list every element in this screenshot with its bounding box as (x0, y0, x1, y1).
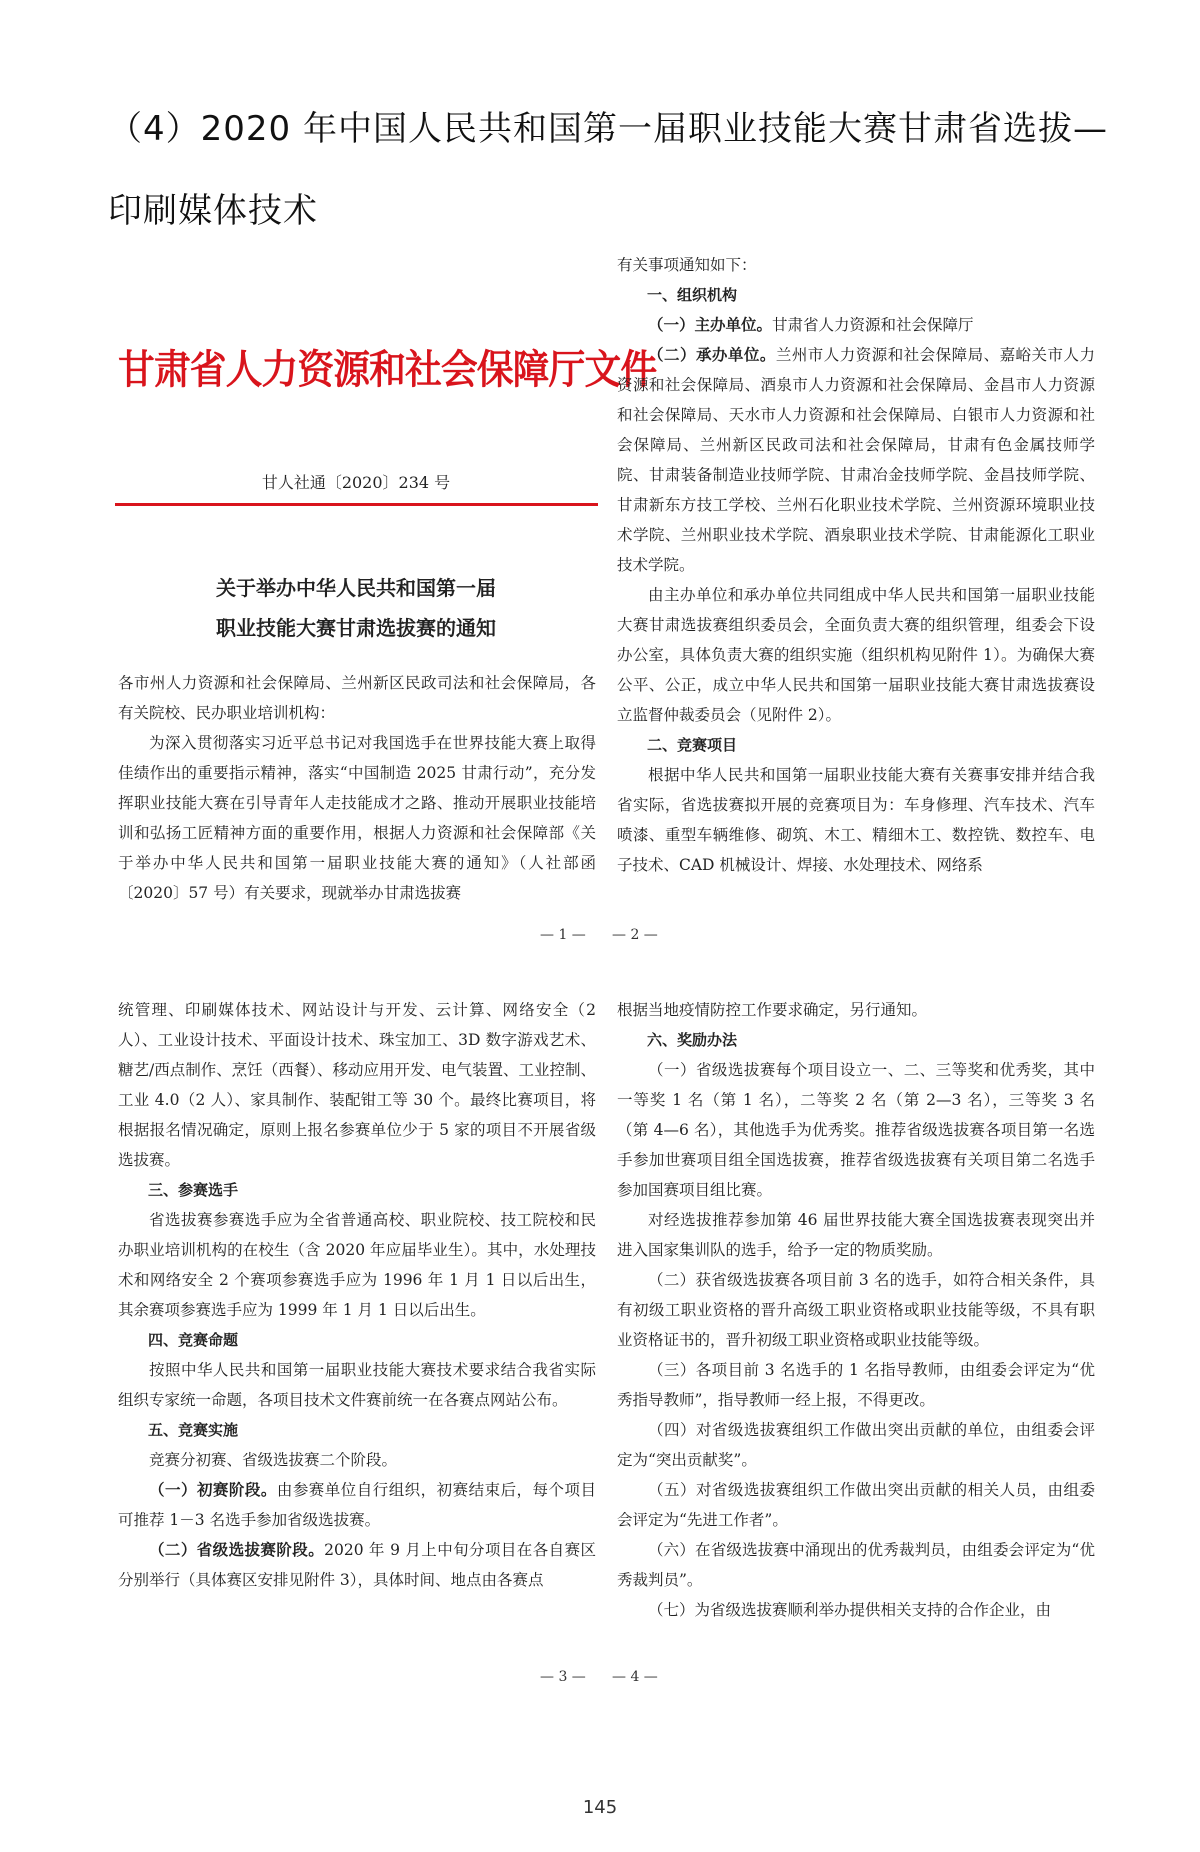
page-number-4: — 4 — (612, 1669, 658, 1685)
continued-text: 根据当地疫情防控工作要求确定，另行通知。 (617, 1001, 928, 1019)
reward-3: （三）各项目前 3 名选手的 1 名指导教师，由组委会评定为“优秀指导教师”，指导教师一经上报，不得更改。 (617, 1361, 1095, 1409)
intro: 有关事项通知如下： (617, 256, 757, 274)
notice-title-line2: 职业技能大赛甘肃选拔赛的通知 (216, 616, 496, 640)
events-paragraph: 根据中华人民共和国第一届职业技能大赛有关赛事安排并结合我省实际，省选拔赛拟开展的竞赛项目为：车身修理、汽车技术、汽车喷漆、重型车辆维修、砌筑、木工、精细木工、数控铣、数控车、电子技术、CAD 机械设计、焊接、水处理技术、网络系 (617, 766, 1095, 874)
notice-title (118, 568, 594, 648)
section-heading-1: 一、组织机构 (647, 286, 738, 304)
page-number-1: — 1 — (540, 927, 586, 943)
reward-2: （二）获省级选拔赛各项目前 3 名的选手，如符合相关条件，具有初级工职业资格的晋升高级工职业资格或职业技能等级，不具有职业资格证书的，晋升初级工职业资格或职业技能等级。 (617, 1271, 1095, 1349)
reward-6: （六）在省级选拔赛中涌现出的优秀裁判员，由组委会评定为“优秀裁判员”。 (617, 1541, 1095, 1589)
reward-5: （五）对省级选拔赛组织工作做出突出贡献的相关人员，由组委会评定为“先进工作者”。 (617, 1481, 1095, 1529)
notice-title-line1: 关于举办中华人民共和国第一届 (216, 576, 496, 600)
page-number-2: — 2 — (612, 927, 658, 943)
reward-7: （七）为省级选拔赛顺利举办提供相关支持的合作企业，由 (648, 1601, 1052, 1619)
organizer-text: 兰州市人力资源和社会保障局、嘉峪关市人力资源和社会保障局、酒泉市人力资源和社会保障局、金昌市人力资源和社会保障局、天水市人力资源和社会保障局、白银市人力资源和社会保障局、兰州新区民政司法和社会保障局，甘肃有色金属技师学院、甘肃装备制造业技师学院、甘肃冶金技师学院、金昌技师学院、甘肃新东方技工学校、兰州石化职业技术学院、兰州资源环境职业技术学院、兰州职业技术学院、酒泉职业技术学院、甘肃能源化工职业技术学院。 (617, 346, 1095, 574)
stage2-paragraph (118, 1535, 596, 1595)
footer-page-number: 145 (582, 1797, 618, 1818)
organizer-label: （二）承办单位。 (648, 345, 776, 364)
body-paragraph: 为深入贯彻落实习近平总书记对我国选手在世界技能大赛上取得佳绩作出的重要指示精神，落实“中国制造 2025 甘肃行动”，充分发挥职业技能大赛在引导青年人走技能成才之路、推动开展职业技能培训和弘扬工匠精神方面的重要作用，根据人力资源和社会保障部《关于举办中华人民共和国第一届职业技能大赛的通知》（人社部函〔2020〕57 号）有关要求，现就举办甘肃选拔赛 (118, 734, 596, 902)
reward-1: （一）省级选拔赛每个项目设立一、二、三等奖和优秀奖，其中一等奖 1 名（第 1 名），二等奖 2 名（第 2—3 名），三等奖 3 名（第 4—6 名），其他选手为优秀奖。推荐省级选拔赛各项目第一名选手参加世赛项目组全国选拔赛，推荐省级选拔赛有关项目第二名选手参加国赛项目组比赛。 (617, 1061, 1095, 1199)
stage1-label: （一）初赛阶段。 (149, 1480, 277, 1499)
organizer-paragraph (617, 340, 1095, 580)
document-number: 甘人社通〔2020〕234 号 (261, 473, 451, 492)
red-header-title: 甘肃省人力资源和社会保障厅文件 (118, 346, 657, 393)
addressee: 各市州人力资源和社会保障局、兰州新区民政司法和社会保障局，各有关院校、民办职业培训机构： (118, 674, 596, 722)
page-number-3: — 3 — (540, 1669, 586, 1685)
page3-body (118, 995, 596, 1595)
section-heading-2: 二、竞赛项目 (647, 736, 738, 754)
stage1-text: 由参赛单位自行组织，初赛结束后，每个项目可推荐 1－3 名选手参加省级选拔赛。 (118, 1481, 596, 1529)
section-heading-6: 六、奖励办法 (647, 1031, 738, 1049)
stage2-label: （二）省级选拔赛阶段。 (149, 1540, 325, 1559)
section-heading-line1: （4）2020 年中国人民共和国第一届职业技能大赛甘肃省选拔— (108, 109, 1108, 149)
reward-4: （四）对省级选拔赛组织工作做出突出贡献的单位，由组委会评定为“突出贡献奖”。 (617, 1421, 1095, 1469)
section-heading-line2: 印刷媒体技术 (108, 191, 318, 231)
section-heading (108, 88, 1108, 252)
section-heading-3: 三、参赛选手 (148, 1181, 239, 1199)
stage1-paragraph (118, 1475, 596, 1535)
page2-body (617, 250, 1095, 880)
stages-paragraph: 竞赛分初赛、省级选拔赛二个阶段。 (149, 1451, 398, 1469)
page4-body (617, 995, 1095, 1625)
section-heading-4: 四、竞赛命题 (148, 1331, 239, 1349)
committee-paragraph: 由主办单位和承办单位共同组成中华人民共和国第一届职业技能大赛甘肃选拔赛组织委员会，全面负责大赛的组织管理，组委会下设办公室，具体负责大赛的组织实施（组织机构见附件 1）。为确保大赛公平、公正，成立中华人民共和国第一届职业技能大赛甘肃选拔赛设立监督仲裁委员会（见附件 2）。 (617, 586, 1095, 724)
section-heading-5: 五、竞赛实施 (148, 1421, 239, 1439)
players-paragraph: 省选拔赛参赛选手应为全省普通高校、职业院校、技工院校和民办职业培训机构的在校生（含 2020 年应届毕业生）。其中，水处理技术和网络安全 2 个赛项参赛选手应为 1996 年 1 月 1 日以后出生，其余赛项参赛选手应为 1999 年 1 月 1 日以后出生。 (118, 1211, 596, 1319)
topics-paragraph: 按照中华人民共和国第一届职业技能大赛技术要求结合我省实际组织专家统一命题，各项目技术文件赛前统一在各赛点网站公布。 (118, 1361, 596, 1409)
reward-1b: 对经选拔推荐参加第 46 届世界技能大赛全国选拔赛表现突出并进入国家集训队的选手，给予一定的物质奖励。 (617, 1211, 1095, 1259)
host-label: （一）主办单位。 (648, 315, 773, 334)
stage2-text: 2020 年 9 月上中旬分项目在各自赛区分别举行（具体赛区安排见附件 3），具体时间、地点由各赛点 (118, 1541, 596, 1589)
host-paragraph (617, 310, 1095, 340)
host-text: 甘肃省人力资源和社会保障厅 (772, 316, 974, 334)
page1-body (118, 668, 596, 908)
red-divider (115, 503, 598, 506)
events-continued: 统管理、印刷媒体技术、网站设计与开发、云计算、网络安全（2 人）、工业设计技术、平面设计技术、珠宝加工、3D 数字游戏艺术、糖艺/西点制作、烹饪（西餐）、移动应用开发、电气装置、工业控制、工业 4.0（2 人）、家具制作、装配钳工等 30 个。最终比赛项目，将根据报名情况确定，原则上报名参赛单位少于 5 家的项目不开展省级选拔赛。 (118, 1001, 596, 1169)
